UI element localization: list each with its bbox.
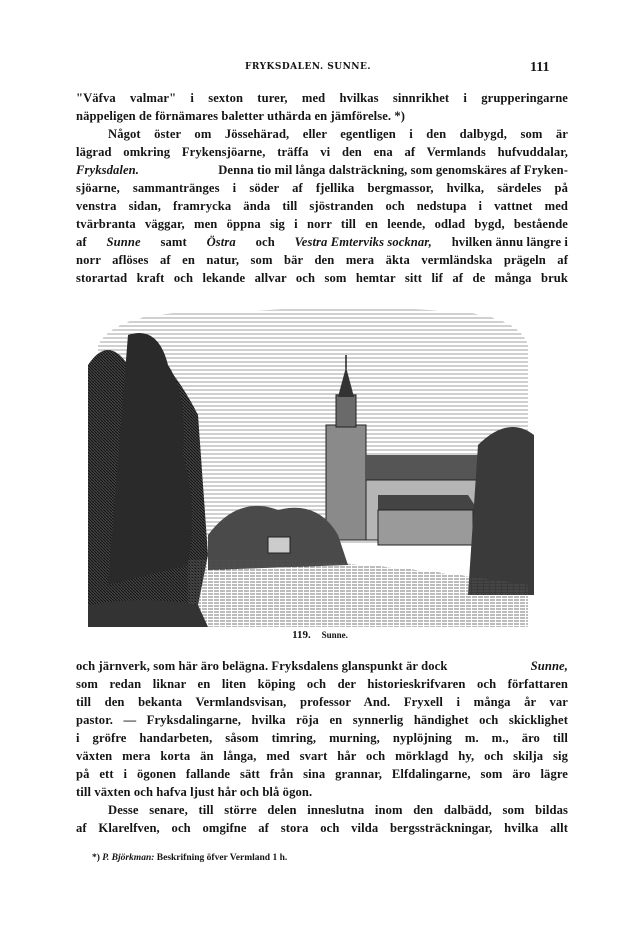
place-name: Vestra Emterviks socknar, <box>294 235 432 249</box>
engraving-sunne-church <box>88 305 534 627</box>
text-line: Något öster om Jössehärad, eller egentligen i den dalbygd, som är <box>108 127 568 141</box>
text-line: "Väfva valmar" i sexton turer, med hvilkas sinnrikhet i grupperingarne <box>76 91 568 105</box>
text-line: norr aflöses af en natur, som bär den mera äkta vermländska prägeln af <box>76 253 568 267</box>
footnote <box>92 853 287 863</box>
place-name: Östra <box>206 235 236 249</box>
text-line: växten mera korta än långa, med svart hår och mörklagd hy, och skilja sig <box>76 749 568 763</box>
text-line <box>76 233 568 251</box>
place-name: Fryksdalen. <box>76 163 140 177</box>
text-line: i gröfre handarbeten, såsom timring, murning, nyplöjning m. m., äro till <box>76 731 568 745</box>
text-line: Desse senare, till större delen inneslutna inom den dalbädd, som bildas <box>108 803 568 817</box>
figure-number: 119. <box>292 629 311 641</box>
text-line: pastor. — Fryksdalingarne, hvilka röja en synnerlig händighet och skicklighet <box>76 713 568 727</box>
text-line: af Klarelfven, och omgifne af stora och vilda bergssträckningar, hvilka allt <box>76 821 568 835</box>
text-line: tvärbranta väggar, men öppna sig i norr till en leende, odlad bygd, bestående <box>76 217 568 231</box>
figure-caption <box>0 629 640 641</box>
text-segment: och <box>255 235 275 249</box>
footnote-text: Beskrifning öfver Vermland 1 h. <box>156 853 288 863</box>
figure-title: Sunne. <box>321 630 348 640</box>
text-segment: samt <box>160 235 187 249</box>
place-name: Sunne <box>106 235 141 249</box>
page-header <box>0 60 640 78</box>
text-line: näppeligen de förnämares baletter uthärda en jämförelse. *) <box>76 109 406 123</box>
text-line: sjöarne, sammantränges i söder af fjellika bergmassor, hvilka, särdeles på <box>76 181 568 195</box>
footnote-mark: *) <box>92 853 100 863</box>
text-segment: Denna tio mil långa dalsträckning, som genomskäres af Fryken- <box>218 163 568 177</box>
text-segment: hvilken ännu längre i <box>451 235 568 249</box>
text-line <box>76 657 568 675</box>
text-line: lägrad omkring Frykensjöarne, träffa vi den ena af Vermlands hufvuddalar, <box>76 145 568 159</box>
text-line: till växten och hafva ljust hår och blå ögon. <box>76 785 313 799</box>
footnote-author: P. Björkman: <box>102 853 155 863</box>
text-line: storartad kraft och lekande allvar och som hemtar sitt lif af de många bruk <box>76 271 568 285</box>
text-line: som redan liknar en liten köping och der historieskrifvaren och författaren <box>76 677 568 691</box>
text-line: på ett i ögonen fallande sätt från sina grannar, Elfdalingarne, som äro lägre <box>76 767 568 781</box>
text-line <box>76 161 568 179</box>
text-segment: och järnverk, som här äro belägna. Fryksdalens glanspunkt är dock <box>76 659 448 673</box>
text-segment: af <box>76 235 87 249</box>
running-title: FRYKSDALEN. SUNNE. <box>245 62 372 72</box>
page-number: 111 <box>530 60 550 75</box>
text-line: till den bekanta Vermlandsvisan, professor And. Fryxell i många år var <box>76 695 568 709</box>
text-line: venstra sidan, framrycka ända till sjöstranden och nedstupa i vattnet med <box>76 199 568 213</box>
place-name: Sunne, <box>530 659 568 673</box>
